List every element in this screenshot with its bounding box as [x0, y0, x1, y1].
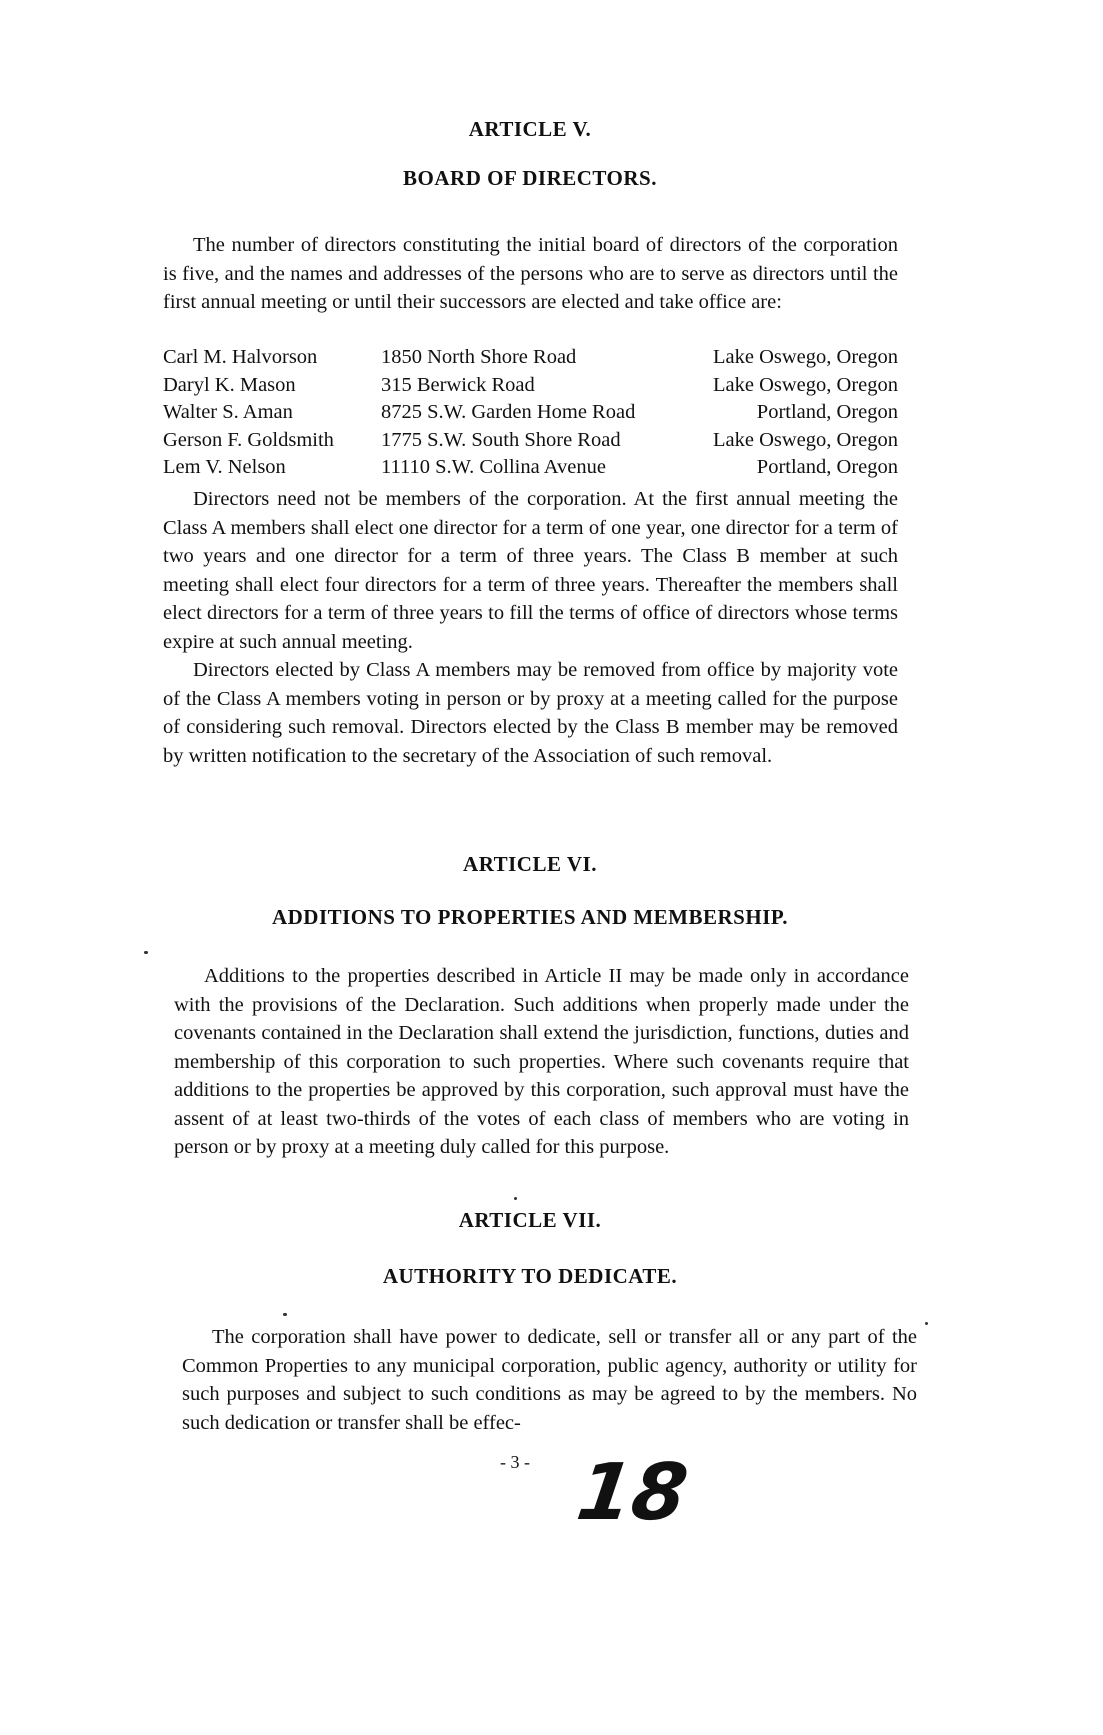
article-6-paragraph-1: Additions to the properties described in Article II may be made only in accordance with the provisions of the Declaration. Such additions when properly made under the covenants contained in the Declaration shall extend the jurisdiction, functions, duties and membership of this corporation to such properties. Where such covenants require that additions to the properties be approved by this corporation, such approval must have the assent of at least two-thirds of the votes of each class of members who are voting in person or by proxy at a meeting duly called for this purpose. — [174, 965, 909, 1158]
director-city: Lake Oswego, Oregon — [712, 346, 898, 369]
director-row — [163, 427, 898, 455]
scan-speck — [925, 1322, 928, 1325]
director-address: 1775 S.W. South Shore Road — [381, 428, 621, 451]
director-address: 11110 S.W. Collina Avenue — [381, 456, 606, 479]
article-5-title: ARTICLE V. — [468, 117, 592, 141]
director-row — [163, 372, 898, 400]
director-name: Walter S. Aman — [163, 401, 293, 424]
article-7-subtitle: AUTHORITY TO DEDICATE. — [382, 1264, 678, 1288]
director-row — [163, 454, 898, 482]
page-number: - 3 - — [500, 1452, 530, 1472]
director-address: 8725 S.W. Garden Home Road — [381, 401, 636, 424]
article-7-title: ARTICLE VII. — [458, 1208, 602, 1232]
article-7-body — [182, 1323, 917, 1437]
director-city: Lake Oswego, Oregon — [712, 428, 898, 451]
article-6-subtitle: ADDITIONS TO PROPERTIES AND MEMBERSHIP. — [271, 905, 789, 929]
director-city: Portland, Oregon — [756, 456, 898, 479]
director-row — [163, 399, 898, 427]
director-row — [163, 344, 898, 372]
article-5-body — [163, 485, 898, 770]
article-5-intro — [163, 231, 898, 317]
scan-speck — [283, 1313, 287, 1316]
director-name: Carl M. Halvorson — [163, 346, 318, 369]
director-name: Daryl K. Mason — [163, 373, 296, 396]
article-6-title: ARTICLE VI. — [463, 852, 597, 876]
director-city: Portland, Oregon — [756, 401, 898, 424]
handwritten-page-number: 18 — [571, 1448, 693, 1538]
director-address: 1850 North Shore Road — [381, 346, 577, 369]
director-name: Lem V. Nelson — [163, 456, 286, 479]
scan-speck — [514, 1197, 517, 1200]
article-5-paragraph-3: Directors elected by Class A members may be removed from office by majority vote of the Class A members voting in person or by proxy at a meeting called for the purpose of considering such removal. Directors elected by the Class B member may be removed by written notification to the secretary of the Association of such removal. — [163, 659, 898, 767]
directors-table — [163, 344, 898, 482]
director-address: 315 Berwick Road — [381, 373, 535, 396]
article-5-intro-text: The number of directors constituting the initial board of directors of the corporation is five, and the names and addresses of the persons who are to serve as directors until the first annual meeting or until their successors are elected and take office are: — [163, 234, 898, 313]
article-7-paragraph-1: The corporation shall have power to dedicate, sell or transfer all or any part of the Common Properties to any municipal corporation, public agency, authority or utility for such purposes and subject to such conditions as may be agreed to by the members. No such dedication or transfer shall be effec- — [182, 1326, 917, 1434]
article-5-subtitle: BOARD OF DIRECTORS. — [403, 166, 657, 190]
director-name: Gerson F. Goldsmith — [163, 428, 334, 451]
director-city: Lake Oswego, Oregon — [712, 373, 898, 396]
article-6-body — [174, 962, 909, 1162]
scan-speck — [144, 951, 148, 954]
article-5-paragraph-2: Directors need not be members of the corporation. At the first annual meeting the Class A members shall elect one director for a term of one year, one director for a term of two years and one director for a term of three years. The Class B member at such meeting shall elect four directors for a term of three years. Thereafter the members shall elect directors for a term of three years to fill the terms of office of directors whose terms expire at such annual meeting. — [163, 488, 898, 653]
